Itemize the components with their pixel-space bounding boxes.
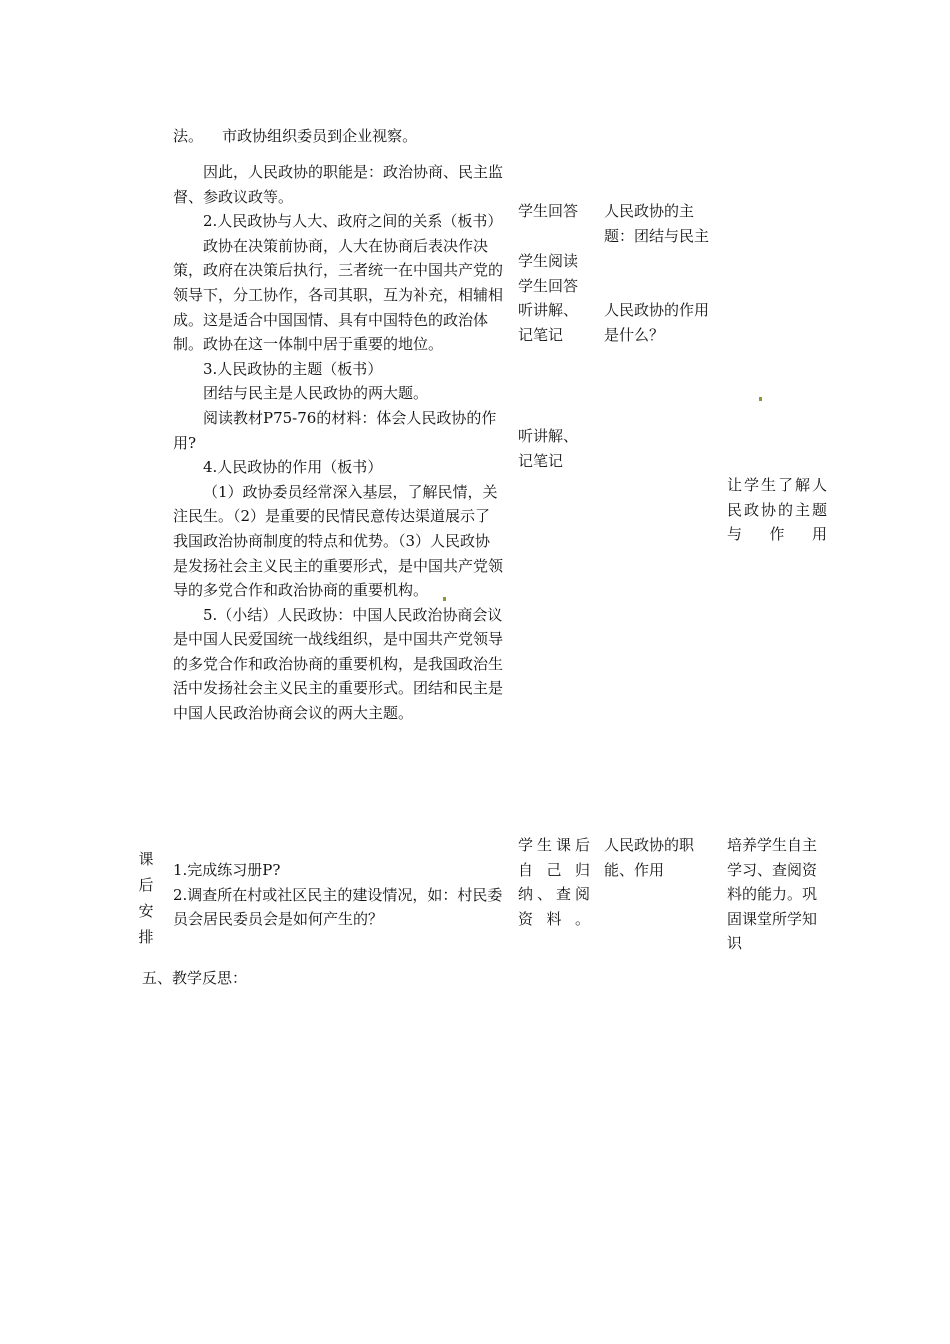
after-class-label: [137, 846, 155, 950]
activity-listen-1: 听讲解、记笔记: [518, 301, 579, 344]
paragraph-heading-role: 4.人民政协的作用（板书）: [203, 458, 383, 477]
activity-answer-1: 学生回答: [518, 202, 579, 220]
goal-understand: 让学生了解人民政协的主题与作用: [727, 476, 827, 544]
label-char: 课: [138, 850, 154, 868]
point-role-question: 人民政协的作用是什么？: [604, 301, 710, 344]
section-heading-reflection: 五、教学反思：: [142, 969, 248, 987]
dot-mark: [759, 397, 762, 401]
point-theme: 人民政协的主题：团结与民主: [604, 202, 710, 245]
after-class-activity: 学生课后自己归纳、查阅资料。: [518, 836, 590, 928]
paragraph-theme: 团结与民主是人民政协的两大题。: [203, 384, 429, 403]
after-class-point: 人民政协的职能、作用: [604, 836, 695, 879]
label-char: 排: [138, 928, 154, 946]
label-char: 安: [138, 902, 154, 920]
paragraph-heading-theme: 3.人民政协的主题（板书）: [203, 359, 383, 378]
paragraph-reading: 阅读教材P75-76的材料：体会人民政协的作用?: [173, 408, 497, 452]
paragraph-heading-relationship: 2.人民政协与人大、政府之间的关系（板书）: [203, 212, 503, 231]
paragraph-summary: 5.（小结）人民政协：中国人民政治协商会议是中国人民爱国统一战线组织，是中国共产党领导的多党合作和政治协商的重要机构，是我国政治生活中发扬社会主义民主的重要形式。团结和民主是中国人民政治协商会议的两大主题。: [173, 605, 504, 723]
paragraph-role: （1）政协委员经常深入基层，了解民情，关注民生。（2）是重要的民情民意传达渠道展示了我国政治协商制度的特点和优势。（3）人民政协是发扬社会主义民主的重要形式，是中国共产党领导的多党合作和政治协商的重要机构。: [173, 482, 504, 600]
intro-line: 法。 市政协组织委员到企业视察。: [173, 127, 418, 145]
activity-listen-2: 听讲解、记笔记: [518, 427, 579, 470]
lesson-content: [173, 160, 505, 726]
activity-answer-2: 学生回答: [518, 277, 579, 295]
paragraph-functions: 因此，人民政协的职能是：政治协商、民主监督、参政议政等。: [173, 163, 504, 206]
dot-mark: [443, 597, 446, 601]
after-class-goal: 培养学生自主学习、查阅资料的能力。巩固课堂所学知识: [727, 836, 818, 953]
activity-read: 学生阅读: [518, 252, 579, 270]
task-2: 2.调查所在村或社区民主的建设情况，如：村民委员会居民委员会是如何产生的？: [173, 885, 503, 929]
after-class-tasks: [173, 858, 505, 932]
task-1: 1.完成练习册P?: [173, 861, 281, 879]
paragraph-relationship: 政协在决策前协商，人大在协商后表决作决策，政府在决策后执行，三者统一在中国共产党的领导下，分工协作，各司其职，互为补充，相辅相成。这是适合中国国情、具有中国特色的政治体制。政协在这一体制中居于重要的地位。: [173, 236, 504, 354]
label-char: 后: [138, 876, 154, 894]
